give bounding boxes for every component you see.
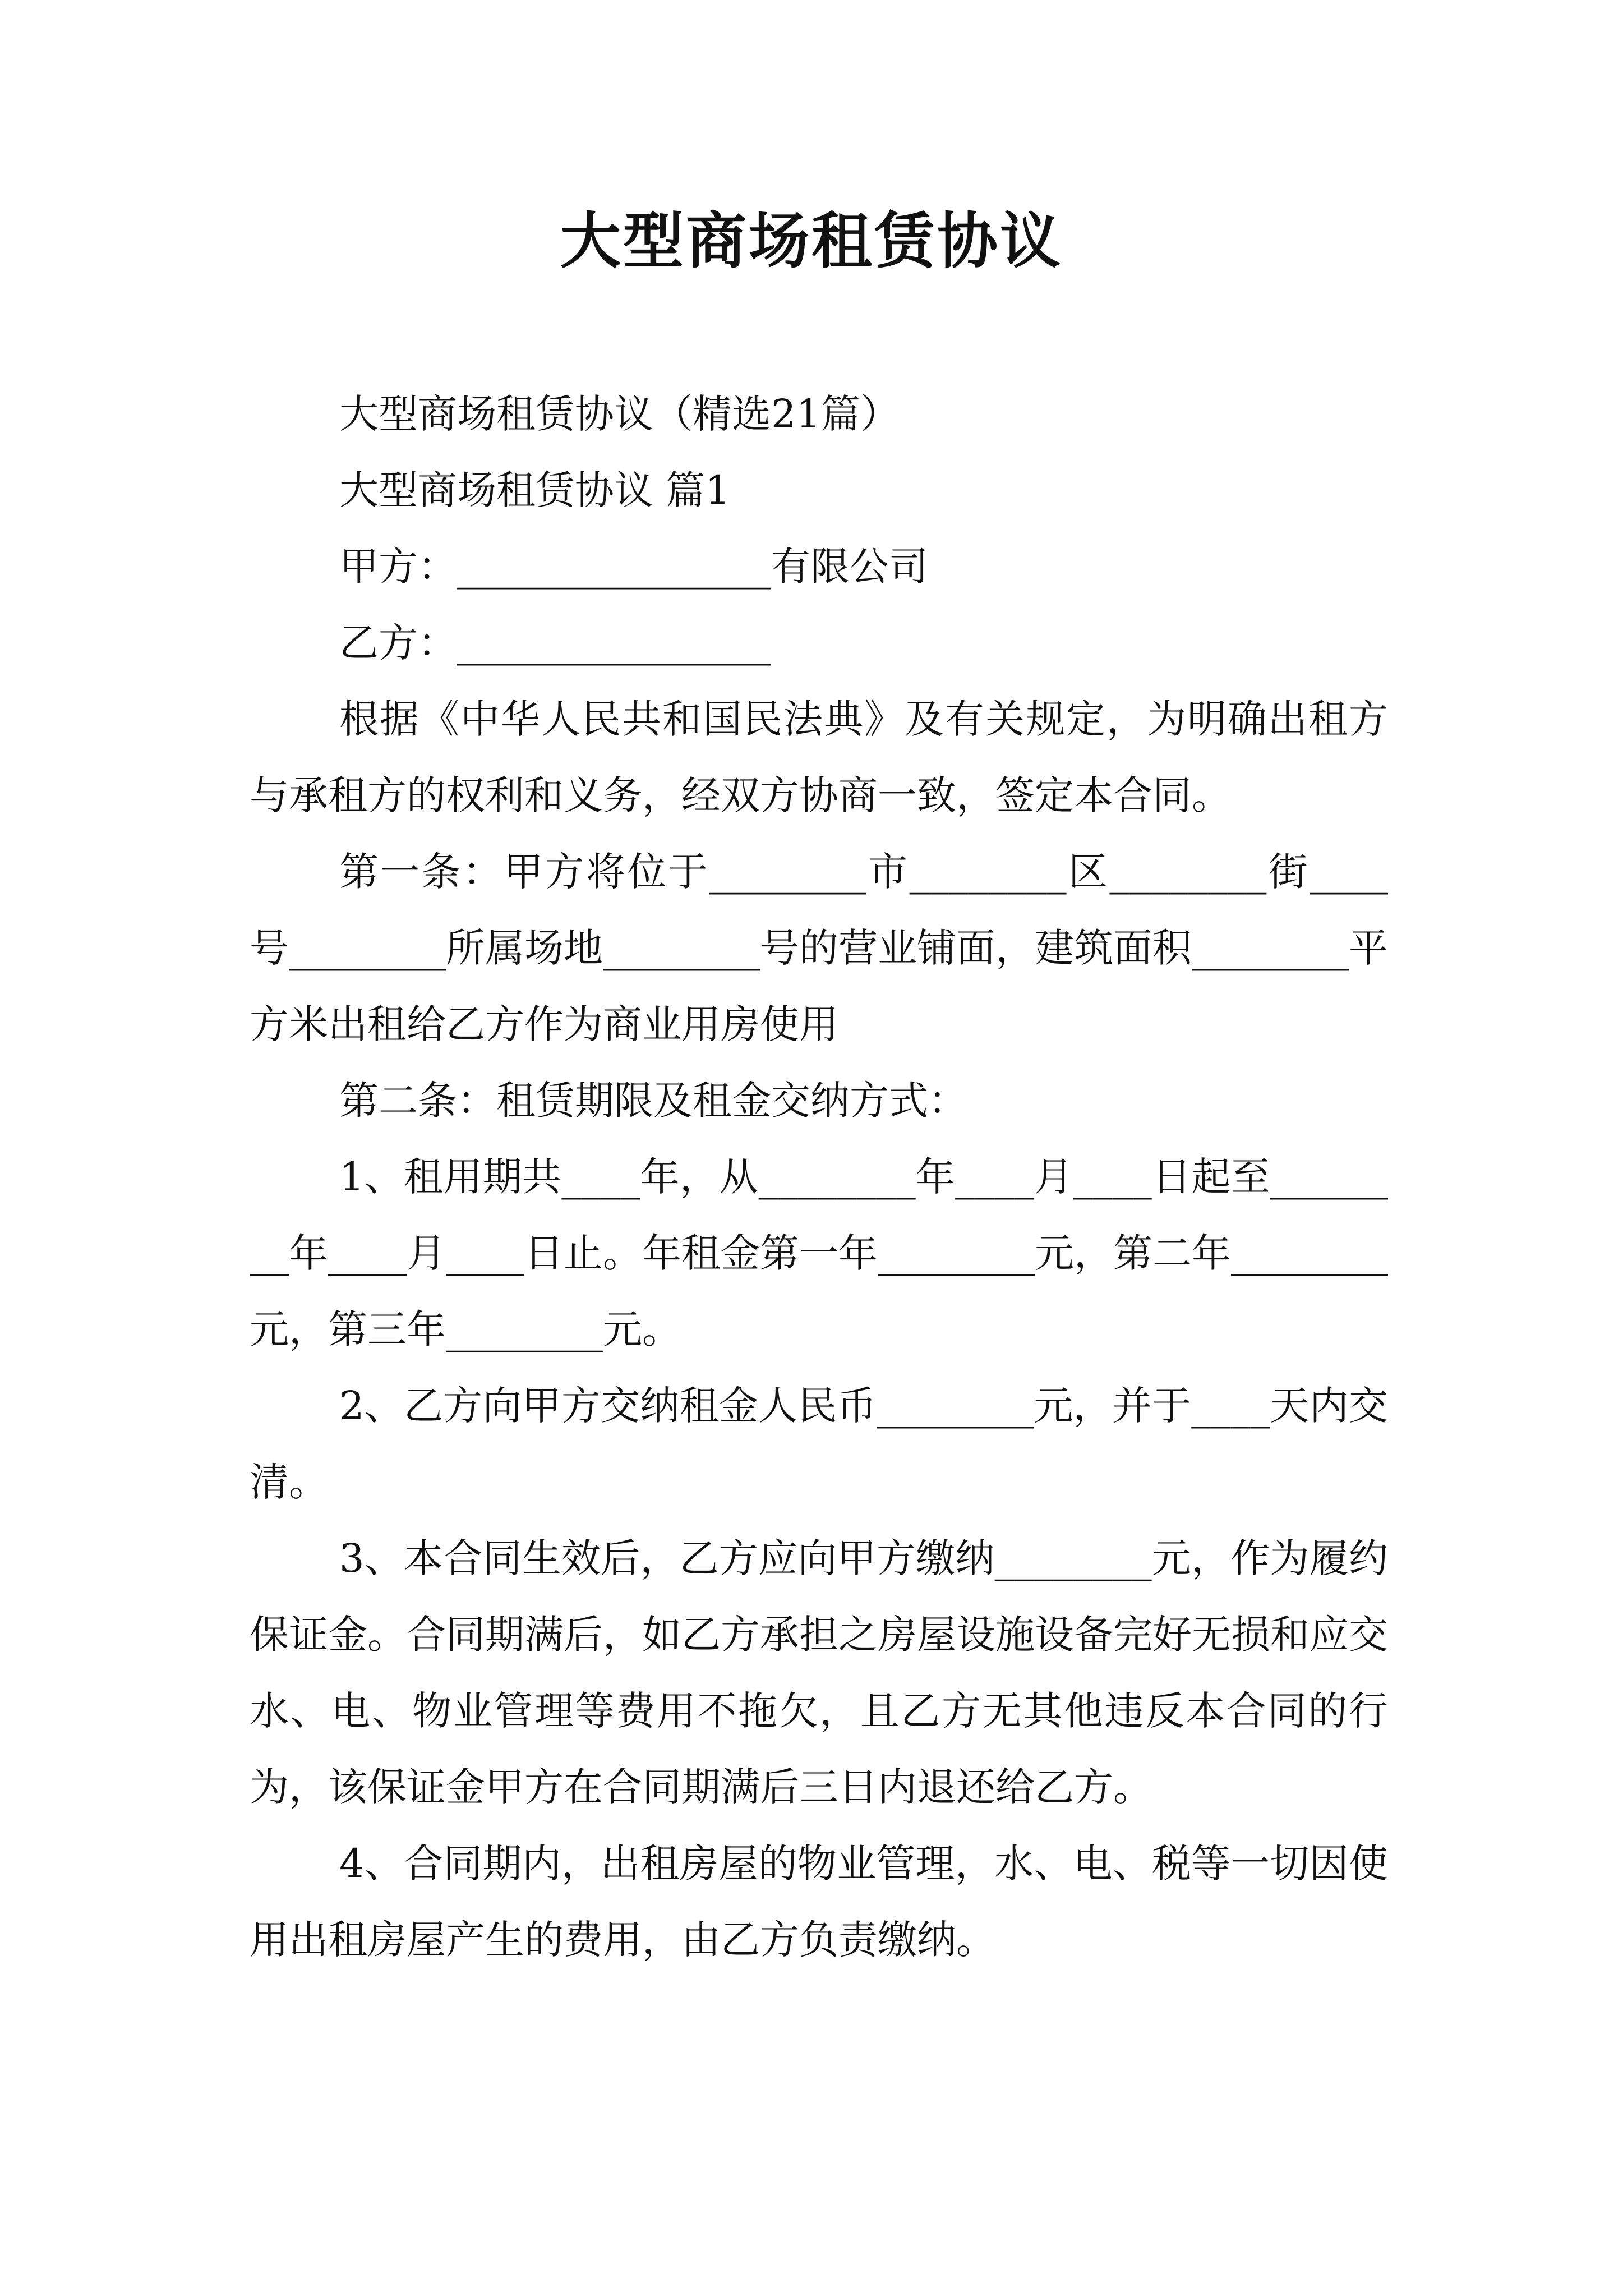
paragraph-clause-1: 1、租用期共____年，从________年____月____日起至________年____月____日止。年租金第一年________元，第二年________元，第三年________元。 <box>250 1154 1388 1352</box>
paragraph-article-heading: 大型商场租赁协议 篇1 <box>339 467 730 513</box>
paragraph-clause-4: 4、合同期内，出租房屋的物业管理，水、电、税等一切因使用出租房屋产生的费用，由乙方负责缴纳。 <box>250 1841 1388 1963</box>
paragraph-clause-3: 3、本合同生效后，乙方应向甲方缴纳________元，作为履约保证金。合同期满后，如乙方承担之房屋设施设备完好无损和应交水、电、物业管理等费用不拖欠，且乙方无其他违反本合同的行为，该保证金甲方在合同期满后三日内退还给乙方。 <box>250 1535 1388 1810</box>
paragraph-party-a: 甲方：________________有限公司 <box>339 544 928 590</box>
paragraph-clause-2: 2、乙方向甲方交纳租金人民币________元，并于____天内交清。 <box>250 1383 1388 1505</box>
paragraph-article-2: 第二条：租赁期限及租金交纳方式： <box>339 1078 967 1124</box>
document-body <box>250 376 1388 1978</box>
paragraph-party-b: 乙方：________________ <box>339 620 771 666</box>
paragraph-collection-heading: 大型商场租赁协议（精选21篇） <box>339 391 900 437</box>
paragraph-article-1: 第一条：甲方将位于________市________区________街____号________所属场地________号的营业铺面，建筑面积________平方米出租给乙方作为商业用房使用 <box>250 849 1388 1047</box>
document-title: 大型商场租赁协议 <box>560 206 1063 277</box>
paragraph-preamble: 根据《中华人民共和国民法典》及有关规定，为明确出租方与承租方的权利和义务，经双方协商一致，签定本合同。 <box>250 696 1388 818</box>
